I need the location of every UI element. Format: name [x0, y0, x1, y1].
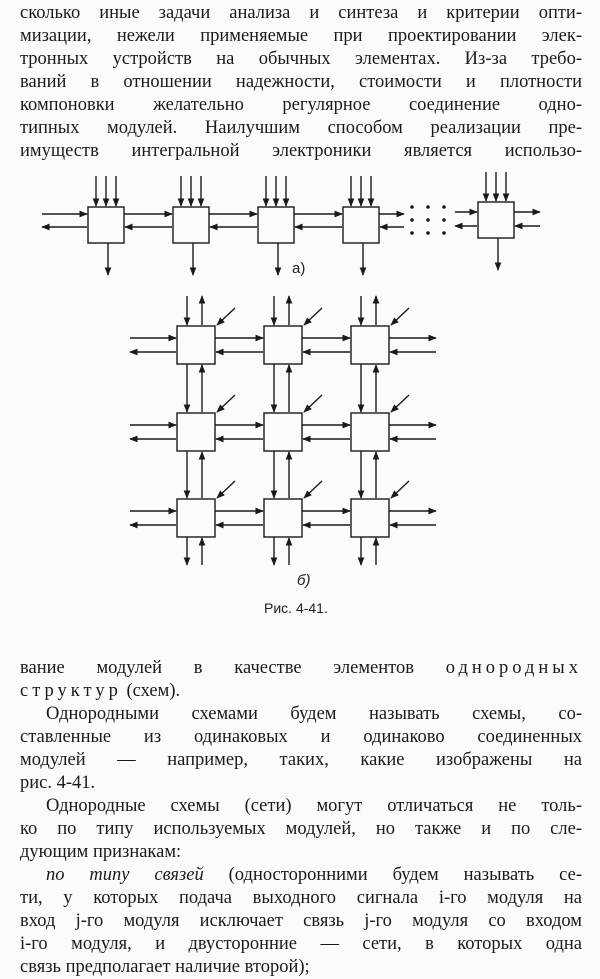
arrow [391, 481, 409, 498]
arrow [217, 308, 235, 325]
arrow [304, 395, 322, 412]
arrow [217, 395, 235, 412]
arrow [304, 308, 322, 325]
ellipsis-dot [442, 218, 446, 222]
text-line: вход j-го модуля исключает связь j-го модуля со входом [20, 911, 582, 931]
module-box [88, 207, 124, 243]
body-paragraph-4 [20, 864, 582, 979]
text-line: ваний в отношении надежности, стоимости и плотности [20, 72, 582, 92]
module-box [177, 413, 215, 451]
text-line: структур (схем). [20, 681, 181, 701]
text-line: Однородные схемы (сети) могут отличаться не толь- [46, 796, 582, 816]
ellipsis-dot [426, 218, 430, 222]
body-paragraph-3 [20, 795, 582, 864]
text-line: типных модулей. Наилучшим способом реализации пре- [20, 118, 582, 138]
text-line: ти, у которых подача выходного сигнала i-го модуля на [20, 888, 582, 908]
ellipsis-dot [442, 205, 446, 209]
text-line: ко по типу используемых модулей, но также и по сле- [20, 819, 582, 839]
module-box [351, 326, 389, 364]
body-paragraph-2 [20, 703, 582, 795]
arrow [217, 481, 235, 498]
figure-b-grid [130, 296, 436, 565]
ellipsis-dot [426, 205, 430, 209]
text-line: ставленные из одинаковых и одинаково соединенных [20, 727, 582, 747]
arrow [391, 308, 409, 325]
text-line: мизации, нежели применяемые при проектировании элек- [20, 26, 582, 46]
text-line: сколько иные задачи анализа и синтеза и критерии опти- [20, 3, 582, 23]
text-line: рис. 4-41. [20, 773, 96, 793]
text-line: компоновки желательно регулярное соединение одно- [20, 95, 582, 115]
text-line: имуществ интегральной электроники является использо- [20, 141, 582, 161]
text-line: Однородными схемами будем называть схемы, со- [46, 704, 582, 724]
ellipsis-dot [442, 231, 446, 235]
module-box [343, 207, 379, 243]
module-box [264, 326, 302, 364]
label-b: б) [297, 572, 311, 589]
module-box [173, 207, 209, 243]
text-line: связь предполагает наличие второй); [20, 957, 310, 977]
text-line: тронных устройств на обычных элементах. Из-за требо- [20, 49, 582, 69]
label-a: а) [292, 260, 306, 277]
arrow [391, 395, 409, 412]
module-box [478, 202, 514, 238]
module-box [264, 413, 302, 451]
module-box [351, 413, 389, 451]
module-box [258, 207, 294, 243]
module-box [351, 499, 389, 537]
ellipsis-dot [410, 218, 414, 222]
module-box [264, 499, 302, 537]
text-line: вание модулей в качестве элементов однородных [20, 658, 582, 678]
text-line: i-го модуля, и двусторонние — сети, в которых одна [20, 934, 582, 954]
ellipsis-dot [410, 205, 414, 209]
text-line: дующим признакам: [20, 842, 182, 862]
module-box [177, 326, 215, 364]
arrow [304, 481, 322, 498]
figure-a-linear-chain [42, 172, 540, 275]
text-line: по типу связей (односторонними будем называть се- [46, 865, 582, 885]
module-box [177, 499, 215, 537]
figure-caption: Рис. 4-41. [264, 600, 328, 616]
ellipsis-dot [410, 231, 414, 235]
text-line: модулей — например, таких, какие изображены на [20, 750, 582, 770]
body-paragraph-1 [20, 657, 582, 703]
ellipsis-dot [426, 231, 430, 235]
